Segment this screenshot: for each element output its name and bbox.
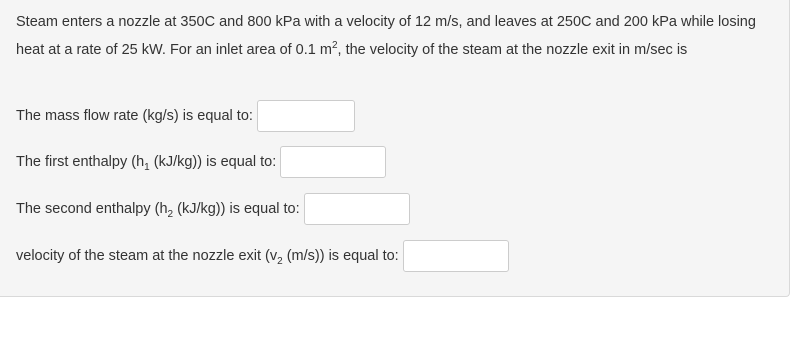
second-enthalpy-label <box>16 201 300 220</box>
question-text-end: , the velocity of the steam at the nozzle exit in m/sec is <box>337 42 688 58</box>
exit-velocity-row <box>16 239 509 273</box>
question-text-main: Steam enters a nozzle at 350C and 800 kPa with a velocity of 12 m/s, and leaves at 250C and 200 kPa while losing heat at a rate of 25 kW. For an inlet area of 0.1 m <box>16 14 756 58</box>
first-enthalpy-subscript: 1 <box>144 161 150 173</box>
mass-flow-label-text: The mass flow rate (kg/s) is equal to: <box>16 108 253 124</box>
mass-flow-label <box>16 108 253 124</box>
second-enthalpy-input[interactable] <box>304 193 410 225</box>
first-enthalpy-label-text: The first enthalpy (h <box>16 154 145 170</box>
first-enthalpy-input[interactable] <box>280 146 386 178</box>
second-enthalpy-label-text: The second enthalpy (h <box>16 201 168 217</box>
mass-flow-input[interactable] <box>257 100 355 132</box>
exit-velocity-label-text: velocity of the steam at the nozzle exit (v <box>16 248 278 264</box>
exit-velocity-label <box>16 248 399 267</box>
exit-velocity-label-end: (m/s)) is equal to: <box>282 248 399 264</box>
question-text <box>16 8 776 64</box>
second-enthalpy-subscript: 2 <box>167 208 174 220</box>
first-enthalpy-row <box>16 145 386 179</box>
exit-velocity-subscript: 2 <box>277 255 283 267</box>
first-enthalpy-label-end: (kJ/kg)) is equal to: <box>149 154 277 170</box>
second-enthalpy-label-end: (kJ/kg)) is equal to: <box>173 201 300 217</box>
first-enthalpy-label <box>16 154 277 173</box>
exit-velocity-input[interactable] <box>403 240 509 272</box>
second-enthalpy-row <box>16 192 410 226</box>
mass-flow-row <box>16 99 355 133</box>
question-text-superscript: 2 <box>331 40 338 52</box>
